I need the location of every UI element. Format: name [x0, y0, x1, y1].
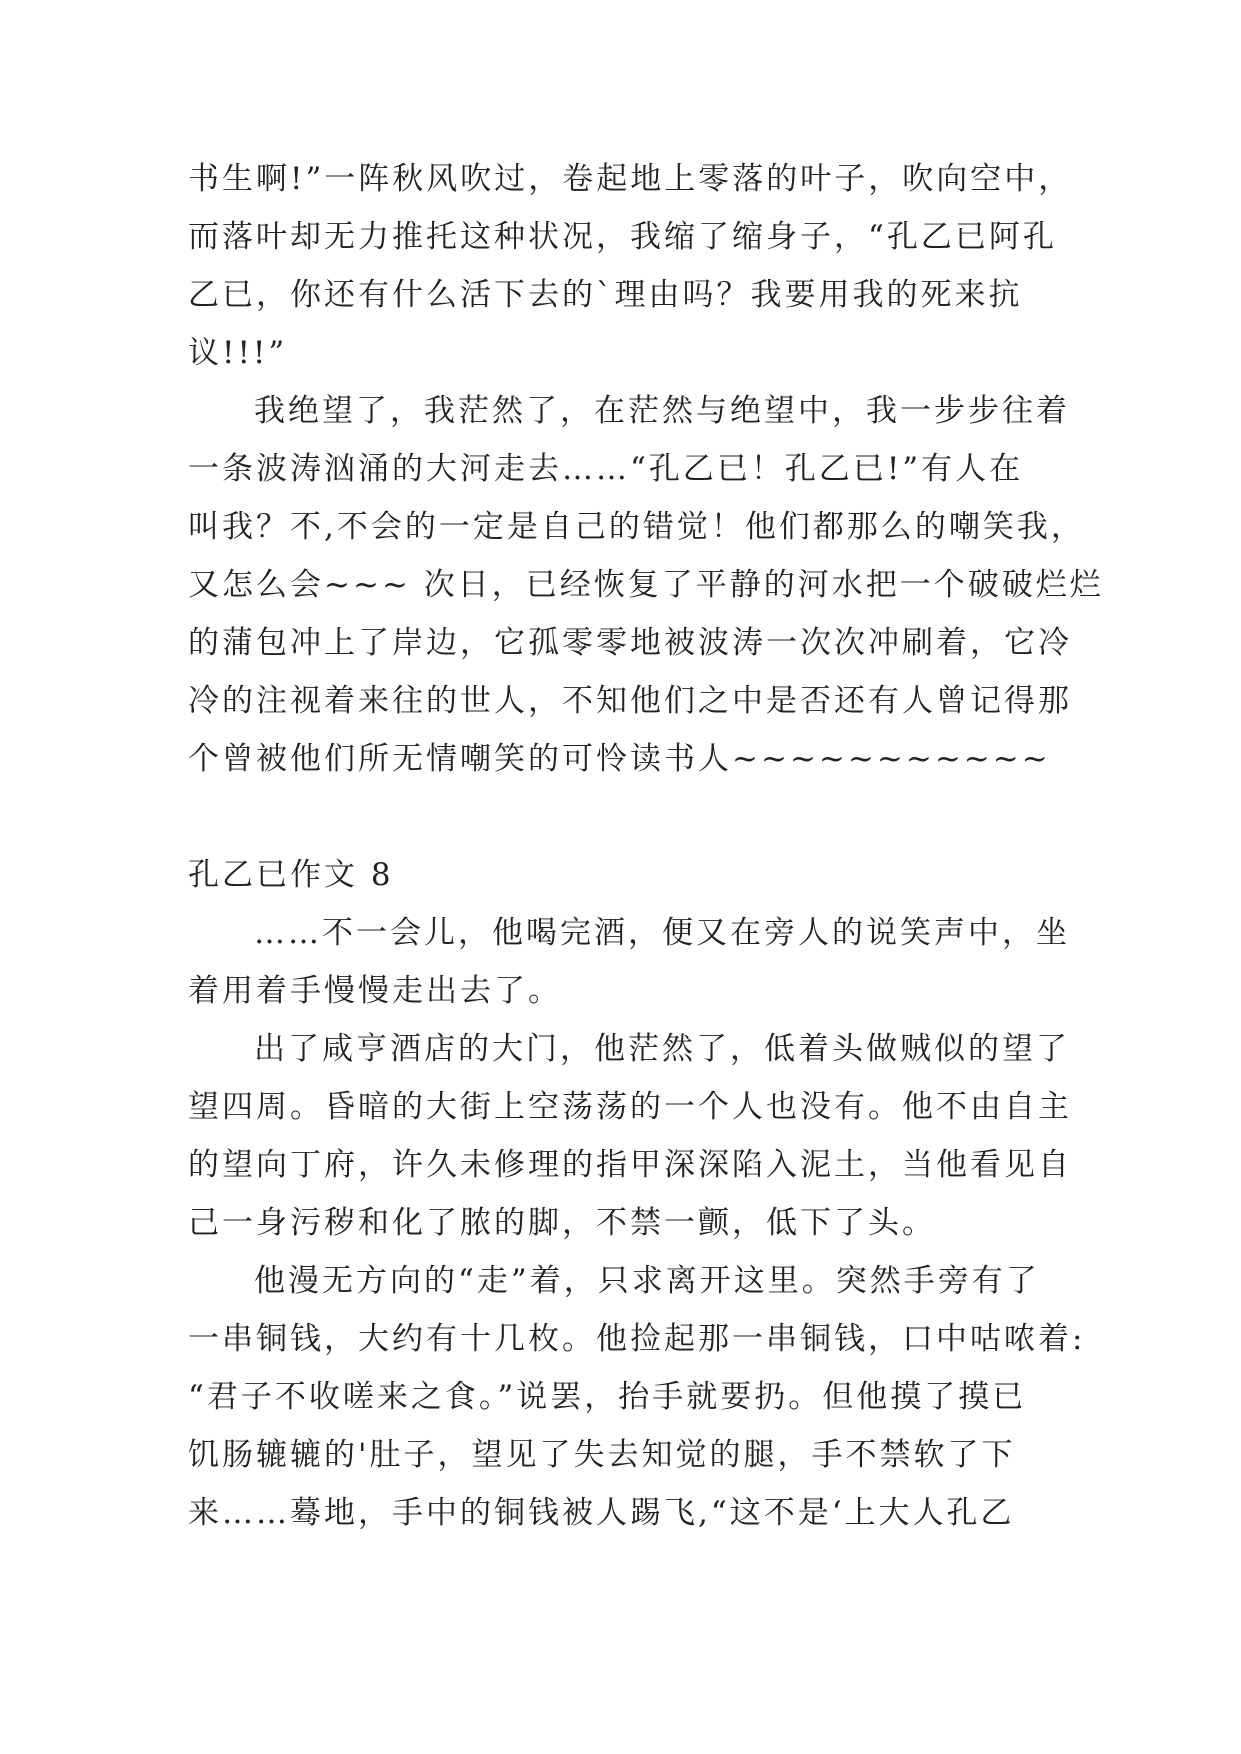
text-line: 望四周。昏暗的大街上空荡荡的一个人也没有。他不由自主	[188, 1089, 1072, 1125]
document-body	[188, 150, 1104, 1542]
paragraph-continuation	[188, 150, 1073, 382]
text-line: 出了咸亨酒店的大门，他茫然了，低着头做贼似的望了	[254, 1031, 1070, 1067]
text-line: 的望向丁府，许久未修理的指甲深深陷入泥土，当他看见自	[188, 1147, 1072, 1183]
text-line: 而落叶却无力推托这种状况，我缩了缩身子，“孔乙已阿孔	[188, 219, 1057, 255]
text-line: 又怎么会~~~ 次日，已经恢复了平静的河水把一个破破烂烂	[188, 567, 1104, 603]
text-line: 议!!!”	[188, 335, 288, 371]
text-line: 来……蓦地，手中的铜钱被人踢飞,“这不是‘上大人孔乙	[188, 1495, 1015, 1531]
text-line: 我绝望了，我茫然了，在茫然与绝望中，我一步步往着	[254, 393, 1070, 429]
text-line: 书生啊!”一阵秋风吹过，卷起地上零落的叶子，吹向空中，	[188, 161, 1073, 197]
blank-line	[188, 788, 1058, 846]
paragraph	[188, 904, 1070, 1020]
paragraph	[188, 1252, 1086, 1542]
text-line: 着用着手慢慢走出去了。	[188, 973, 562, 1009]
text-line: 他漫无方向的“走”着，只求离开这里。突然手旁有了	[254, 1263, 1040, 1299]
paragraph	[188, 382, 1104, 788]
text-line: 一串铜钱，大约有十几枚。他捡起那一串铜钱，口中咕哝着:	[188, 1321, 1086, 1357]
text-line: 的蒲包冲上了岸边，它孤零零地被波涛一次次冲刷着，它冷	[188, 625, 1072, 661]
text-line: ……不一会儿，他喝完酒，便又在旁人的说笑声中，坐	[254, 915, 1070, 951]
text-line: 一条波涛汹涌的大河走去……“孔乙已！孔乙已!”有人在	[188, 451, 1024, 487]
text-line: 冷的注视着来往的世人，不知他们之中是否还有人曾记得那	[188, 683, 1072, 719]
text-line: 个曾被他们所无情嘲笑的可怜读书人~~~~~~~~~~~	[188, 741, 1051, 777]
text-line: 己一身污秽和化了脓的脚，不禁一颤，低下了头。	[188, 1205, 936, 1241]
text-line: 饥肠辘辘的'肚子，望见了失去知觉的腿，手不禁软了下	[188, 1437, 1016, 1473]
text-line: 叫我？不,不会的一定是自己的错觉！他们都那么的嘲笑我，	[188, 509, 1085, 545]
text-line: “君子不收嗟来之食。”说罢，抬手就要扔。但他摸了摸已	[188, 1379, 1027, 1415]
paragraph	[188, 1020, 1072, 1252]
section-heading: 孔乙已作文 8	[188, 857, 394, 893]
text-line: 乙已，你还有什么活下去的`理由吗？我要用我的死来抗	[188, 277, 1023, 313]
